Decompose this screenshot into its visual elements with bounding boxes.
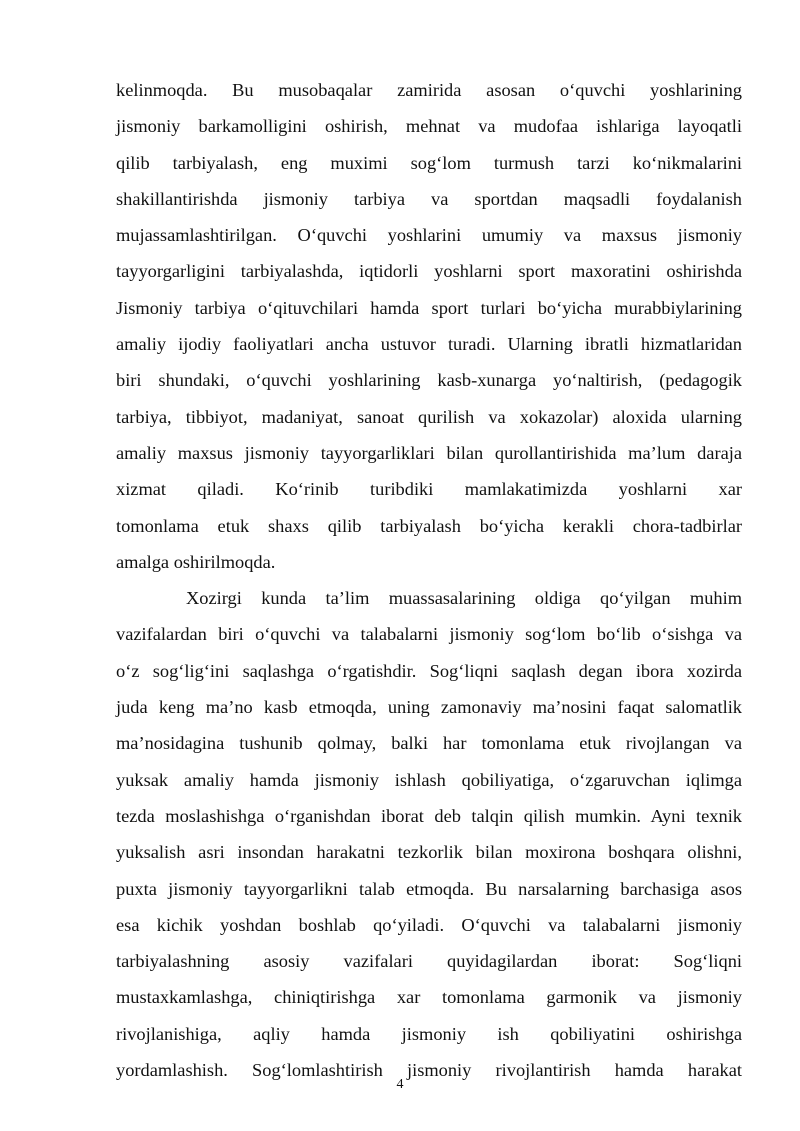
text-line: o‘z sog‘lig‘ini saqlashga o‘rgatishdir. Sog‘liqni saqlash degan ibora xozirda — [116, 660, 742, 681]
text-line: xizmat qiladi. Ko‘rinib turibdiki mamlakatimizda yoshlarni xar — [116, 479, 742, 500]
text-line: Jismoniy tarbiya o‘qituvchilari hamda sport turlari bo‘yicha murabbiylarining — [116, 297, 742, 318]
text-line: tayyorgarligini tarbiyalashda, iqtidorli yoshlarni sport maxoratini oshirishda — [116, 261, 742, 282]
text-line: ma’nosidagina tushunib qolmay, balki har tomonlama etuk rivojlangan va — [116, 733, 742, 754]
text-line: juda keng ma’no kasb etmoqda, uning zamonaviy ma’nosini faqat salomatlik — [116, 697, 742, 718]
text-line: tarbiyalashning asosiy vazifalari quyidagilardan iborat: Sog‘liqni — [116, 951, 742, 972]
text-line: shakillantirishda jismoniy tarbiya va sportdan maqsadli foydalanish — [116, 188, 742, 209]
text-line: jismoniy barkamolligini oshirish, mehnat va mudofaa ishlariga layoqatli — [116, 116, 742, 137]
text-line: amalga oshirilmoqda. — [116, 551, 276, 572]
text-line: mujassamlashtirilgan. O‘quvchi yoshlarini umumiy va maxsus jismoniy — [116, 225, 742, 246]
text-line: yordamlashish. Sog‘lomlashtirish jismoniy rivojlantirish hamda harakat — [116, 1060, 742, 1081]
text-line: yuksalish asri insondan harakatni tezkorlik bilan moxirona boshqara olishni, — [116, 842, 742, 863]
text-line: esa kichik yoshdan boshlab qo‘yiladi. O‘quvchi va talabalarni jismoniy — [116, 914, 742, 935]
page-number: 4 — [396, 1077, 404, 1092]
text-line: mustaxkamlashga, chiniqtirishga xar tomonlama garmonik va jismoniy — [116, 987, 742, 1008]
text-line: kelinmoqda. Bu musobaqalar zamirida asosan o‘quvchi yoshlarining — [116, 80, 742, 100]
text-line: vazifalardan biri o‘quvchi va talabalarni jismoniy sog‘lom bo‘lib o‘sishga va — [116, 624, 742, 645]
text-line: tomonlama etuk shaxs qilib tarbiyalash bo‘yicha kerakli chora-tadbirlar — [116, 515, 742, 536]
text-line: puxta jismoniy tayyorgarlikni talab etmoqda. Bu narsalarning barchasiga asos — [116, 878, 742, 899]
text-line: yuksak amaliy hamda jismoniy ishlash qobiliyatiga, o‘zgaruvchan iqlimga — [116, 769, 742, 790]
text-line: tarbiya, tibbiyot, madaniyat, sanoat qurilish va xokazolar) aloxida ularning — [116, 406, 742, 427]
text-line: amaliy ijodiy faoliyatlari ancha ustuvor turadi. Ularning ibratli hizmatlaridan — [116, 334, 742, 355]
body-text — [116, 72, 742, 1088]
text-line: amaliy maxsus jismoniy tayyorgarliklari bilan qurollantirishida ma’lum daraja — [116, 442, 742, 463]
text-line: qilib tarbiyalash, eng muximi sog‘lom turmush tarzi ko‘nikmalarini — [116, 152, 742, 173]
text-line: rivojlanishiga, aqliy hamda jismoniy ish qobiliyatini oshirishga — [116, 1023, 742, 1044]
text-line: biri shundaki, o‘quvchi yoshlarining kasb-xunarga yo‘naltirish, (pedagogik — [116, 370, 742, 391]
text-line: tezda moslashishga o‘rganishdan iborat deb talqin qilish mumkin. Ayni texnik — [116, 805, 742, 826]
paragraph-first-line: Xozirgi kunda ta’lim muassasalarining oldiga qo‘yilgan muhim — [186, 588, 742, 609]
